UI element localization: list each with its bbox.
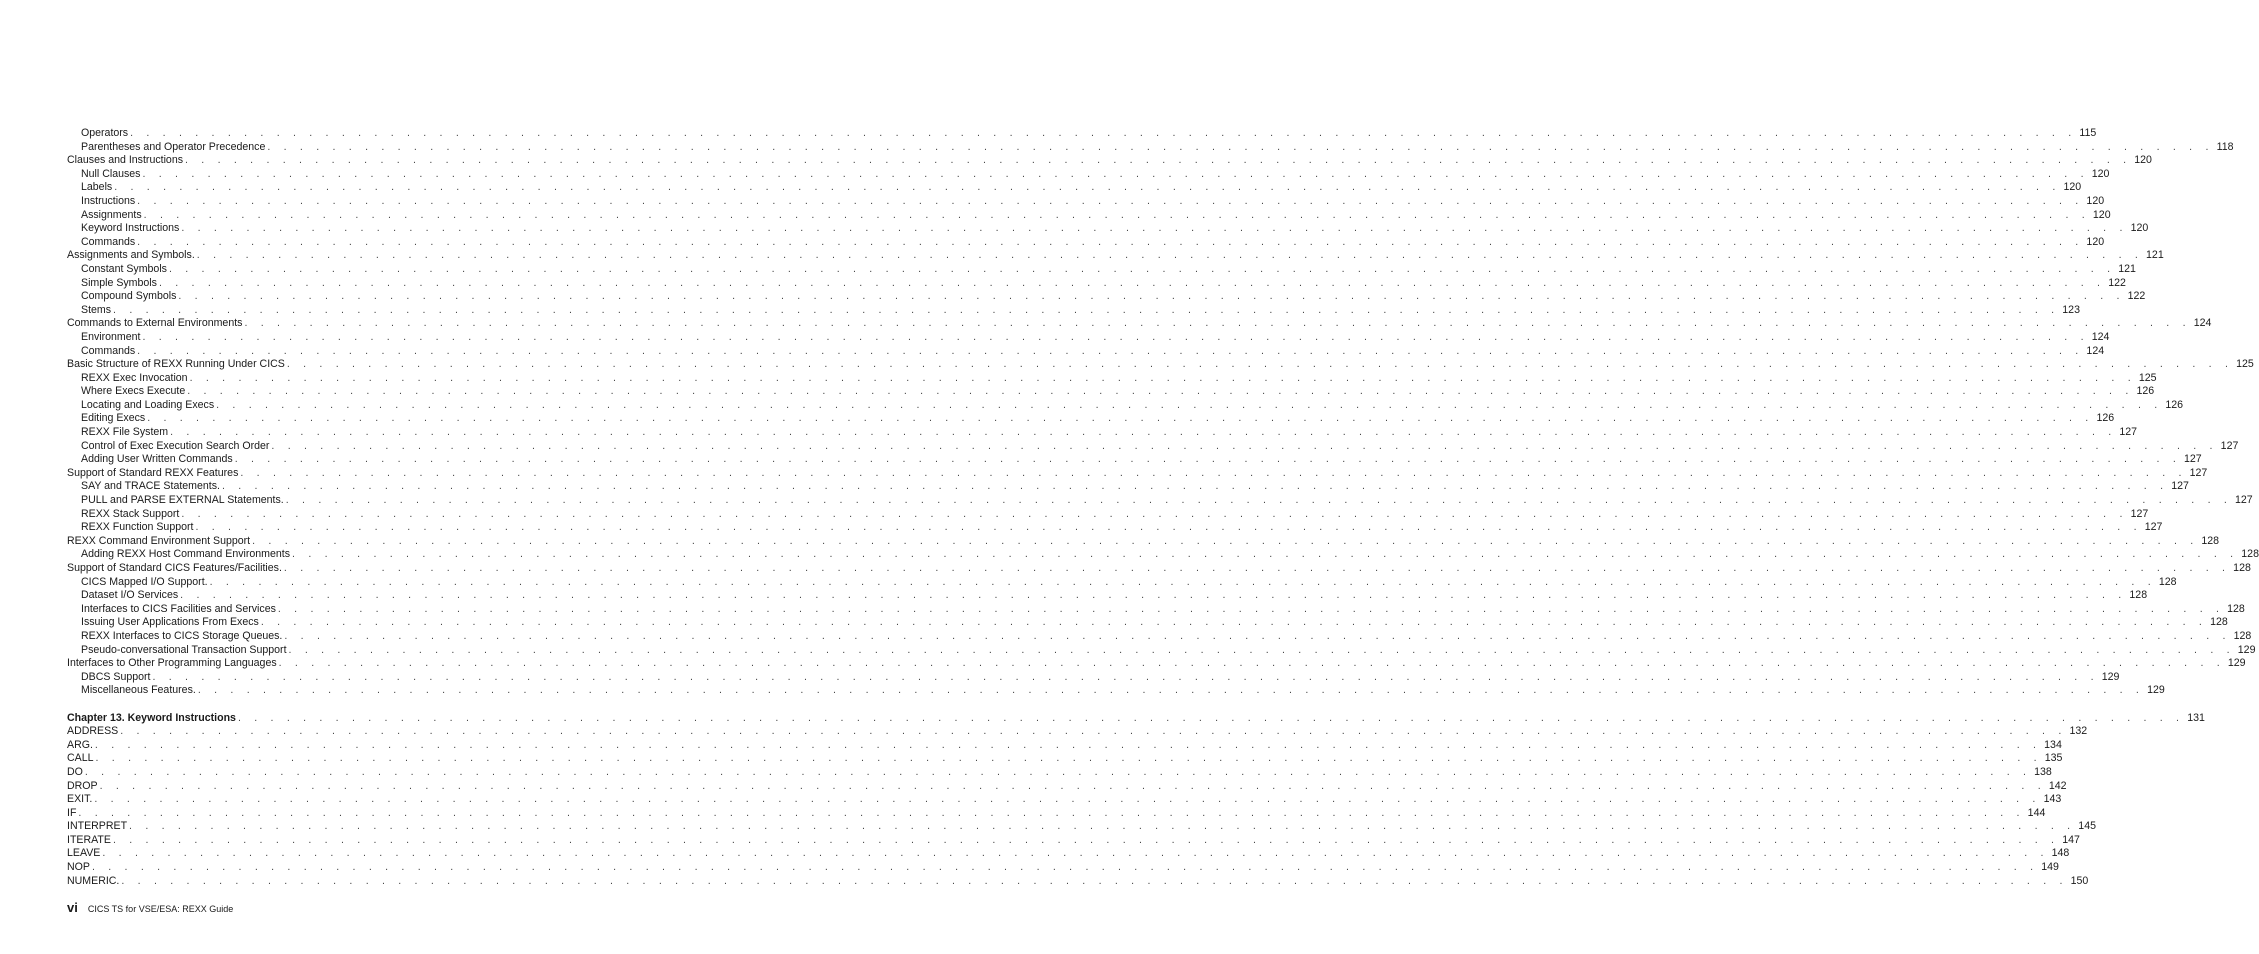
toc-entry-title: SAY and TRACE Statements.	[81, 480, 220, 493]
toc-entry	[67, 208, 2111, 223]
toc-entry	[67, 317, 2212, 331]
toc-entry-title: Dataset I/O Services	[81, 589, 179, 602]
toc-entry	[67, 344, 2105, 359]
toc-entry	[67, 874, 2089, 889]
toc-entry-page: 131	[2187, 711, 2205, 724]
toc-leader-dots: . . . . . . . . . . . . . . . . . . . . . . . . . . . . . . . . . . . . . . . . . . . . . . . . . . . . . . . . . . . . . . . . . . . . . . . . . . . . . . . . . . . . . . . . . . . . . . . . . . . . . . . . . . . . . . . . . . . . . . . .	[286, 358, 2234, 371]
toc-entry-page: 120	[2092, 208, 2111, 221]
toc-entry-title: Support of Standard REXX Features	[67, 466, 239, 479]
toc-entry-page: 127	[2220, 439, 2239, 452]
toc-leader-dots: . . . . . . . . . . . . . . . . . . . . . . . . . . . . . . . . . . . . . . . . . . . . . . . . . . . . . . . . . . . . . . . . . . . . . . . . . . . . . . . . . . . . . . . . . . . . . . . . . . . . . . . . . . . . . . . . . . . . . . . .	[147, 412, 2094, 425]
toc-entry-page: 127	[2119, 426, 2138, 439]
toc-entry	[67, 575, 2177, 590]
toc-leader-dots: . . . . . . . . . . . . . . . . . . . . . . . . . . . . . . . . . . . . . . . . . . . . . . . . . . . . . . . . . . . . . . . . . . . . . . . . . . . . . . . . . . . . . . . . . . . . . . . . . . . . . . . . . . . . . . . . . . . . . . . .	[284, 629, 2231, 642]
toc-entry-title: Control of Exec Execution Search Order	[81, 439, 270, 452]
toc-entry	[67, 330, 2110, 345]
toc-chapter-entry	[67, 711, 2205, 726]
toc-entry-title: Labels	[81, 181, 113, 194]
toc-entry-title: Keyword Instructions	[81, 222, 180, 235]
toc-leader-dots: . . . . . . . . . . . . . . . . . . . . . . . . . . . . . . . . . . . . . . . . . . . . . . . . . . . . . . . . . . . . . . . . . . . . . . . . . . . . . . . . . . . . . . . . . . . . . . . . . . . . . . . . . . . . . . . . . . . . . . . .	[277, 602, 2225, 615]
toc-leader-dots: . . . . . . . . . . . . . . . . . . . . . . . . . . . . . . . . . . . . . . . . . . . . . . . . . . . . . . . . . . . . . . . . . . . . . . . . . . . . . . . . . . . . . . . . . . . . . . . . . . . . . . . . . . . . . . . . . . . . . . . .	[197, 684, 2145, 697]
toc-leader-dots: . . . . . . . . . . . . . . . . . . . . . . . . . . . . . . . . . . . . . . . . . . . . . . . . . . . . . . . . . . . . . . . . . . . . . . . . . . . . . . . . . . . . . . . . . . . . . . . . . . . . . . . . . . . . . . . . . . . . . . . .	[114, 181, 2061, 194]
toc-entry-title: EXIT.	[67, 793, 93, 806]
page-footer	[67, 900, 233, 915]
toc-entry-page: 129	[2237, 643, 2256, 656]
toc-entry	[67, 602, 2245, 617]
toc-entry-title: Interfaces to CICS Facilities and Services	[81, 602, 276, 615]
toc-entry-page: 128	[2158, 575, 2177, 588]
toc-entry	[67, 833, 2080, 848]
toc-leader-dots: . . . . . . . . . . . . . . . . . . . . . . . . . . . . . . . . . . . . . . . . . . . . . . . . . . . . . . . . . . . . . . . . . . . . . . . . . . . . . . . . . . . . . . . . . . . . . . . . . . . . . . . . . . . . . . . . . . . . . . . .	[278, 657, 2225, 670]
toc-entry-page: 120	[2063, 181, 2082, 194]
toc-entry-title: IF	[67, 806, 77, 819]
toc-entry-title: Where Execs Execute	[81, 385, 186, 398]
toc-entry-page: 134	[2044, 738, 2062, 751]
toc-entry-title: DBCS Support	[81, 670, 151, 683]
toc-entry	[67, 426, 2138, 440]
toc-entry-page: 128	[2233, 562, 2251, 574]
toc-leader-dots: . . . . . . . . . . . . . . . . . . . . . . . . . . . . . . . . . . . . . . . . . . . . . . . . . . . . . . . . . . . . . . . . . . . . . . . . . . . . . . . . . . . . . . . . . . . . . . . . . . . . . . . . . . . . . . . . . . . . . . . .	[112, 833, 2060, 846]
toc-entry-title: PULL and PARSE EXTERNAL Statements.	[81, 494, 284, 507]
toc-entry	[67, 725, 2088, 739]
toc-leader-dots: . . . . . . . . . . . . . . . . . . . . . . . . . . . . . . . . . . . . . . . . . . . . . . . . . . . . . . . . . . . . . . . . . . . . . . . . . . . . . . . . . . . . . . . . . . . . . . . . . . . . . . . . . . . . . . . . . . . . . . . .	[237, 711, 2185, 724]
toc-entry-page: 128	[2241, 548, 2259, 561]
toc-leader-dots: . . . . . . . . . . . . . . . . . . . . . . . . . . . . . . . . . . . . . . . . . . . . . . . . . . . . . . . . . . . . . . . . . . . . . . . . . . . . . . . . . . . . . . . . . . . . . . . . . . . . . . . . . . . . . . . . . . . . . . . .	[170, 426, 2117, 439]
toc-entry-page: 150	[2070, 874, 2089, 887]
footer-book-title: CICS TS for VSE/ESA: REXX Guide	[87, 904, 234, 914]
toc-entry-page: 127	[2235, 494, 2253, 507]
toc-entry-page: 115	[2079, 127, 2097, 139]
toc-entry-page: 128	[2227, 602, 2245, 615]
toc-entry	[67, 657, 2246, 671]
toc-entry-title: Interfaces to Other Programming Languages	[67, 657, 277, 670]
toc-leader-dots: . . . . . . . . . . . . . . . . . . . . . . . . . . . . . . . . . . . . . . . . . . . . . . . . . . . . . . . . . . . . . . . . . . . . . . . . . . . . . . . . . . . . . . . . . . . . . . . . . . . . . . . . . . . . . . . . . . . . . . . .	[240, 466, 2187, 479]
toc-entry-title: ARG.	[67, 738, 93, 751]
toc-entry	[67, 398, 2184, 413]
toc-leader-dots: . . . . . . . . . . . . . . . . . . . . . . . . . . . . . . . . . . . . . . . . . . . . . . . . . . . . . . . . . . . . . . . . . . . . . . . . . . . . . . . . . . . . . . . . . . . . . . . . . . . . . . . . . . . . . . . . . . . . . . . .	[137, 194, 2084, 207]
toc-leader-dots: . . . . . . . . . . . . . . . . . . . . . . . . . . . . . . . . . . . . . . . . . . . . . . . . . . . . . . . . . . . . . . . . . . . . . . . . . . . . . . . . . . . . . . . . . . . . . . . . . . . . . . . . . . . . . . . . . . . . . . . .	[189, 371, 2136, 384]
toc-entry	[67, 643, 2256, 658]
toc-entry-title: Assignments and Symbols.	[67, 249, 195, 262]
toc-entry	[67, 453, 2202, 467]
toc-leader-dots: . . . . . . . . . . . . . . . . . . . . . . . . . . . . . . . . . . . . . . . . . . . . . . . . . . . . . . . . . . . . . . . . . . . . . . . . . . . . . . . . . . . . . . . . . . . . . . . . . . . . . . . . . . . . . . . . . . . . . . . .	[95, 752, 2042, 765]
toc-entry-title: REXX File System	[81, 426, 169, 439]
toc-entry-page: 120	[2086, 194, 2105, 207]
toc-entry-page: 120	[2091, 167, 2110, 180]
toc-entry-title: ADDRESS	[67, 725, 119, 738]
toc-entry-page: 128	[2129, 589, 2148, 602]
toc-entry	[67, 847, 2070, 861]
toc-entry-page: 135	[2044, 752, 2063, 765]
toc-entry-page: 118	[2216, 140, 2234, 153]
toc-entry-page: 127	[2144, 521, 2163, 534]
toc-entry-page: 121	[2146, 249, 2164, 262]
toc-entry	[67, 466, 2208, 481]
toc-entry-page: 128	[2210, 616, 2228, 629]
toc-entry-page: 127	[2130, 507, 2149, 520]
toc-entry-page: 142	[2048, 779, 2067, 792]
toc-leader-dots: . . . . . . . . . . . . . . . . . . . . . . . . . . . . . . . . . . . . . . . . . . . . . . . . . . . . . . . . . . . . . . . . . . . . . . . . . . . . . . . . . . . . . . . . . . . . . . . . . . . . . . . . . . . . . . . . . . . . . . . .	[168, 262, 2116, 275]
toc-entry	[67, 181, 2082, 195]
toc-entry-title: Simple Symbols	[81, 276, 157, 289]
toc-leader-dots: . . . . . . . . . . . . . . . . . . . . . . . . . . . . . . . . . . . . . . . . . . . . . . . . . . . . . . . . . . . . . . . . . . . . . . . . . . . . . . . . . . . . . . . . . . . . . . . . . . . . . . . . . . . . . . . . . . . . . . . .	[178, 290, 2125, 303]
toc-leader-dots: . . . . . . . . . . . . . . . . . . . . . . . . . . . . . . . . . . . . . . . . . . . . . . . . . . . . . . . . . . . . . . . . . . . . . . . . . . . . . . . . . . . . . . . . . . . . . . . . . . . . . . . . . . . . . . . . . . . . . . . .	[234, 453, 2181, 466]
toc-leader-dots: . . . . . . . . . . . . . . . . . . . . . . . . . . . . . . . . . . . . . . . . . . . . . . . . . . . . . . . . . . . . . . . . . . . . . . . . . . . . . . . . . . . . . . . . . . . . . . . . . . . . . . . . . . . . . . . . . . . . . . . .	[209, 575, 2156, 588]
toc-entry-title: CICS Mapped I/O Support.	[81, 575, 208, 588]
toc-entry-page: 147	[2062, 833, 2080, 846]
toc-leader-dots: . . . . . . . . . . . . . . . . . . . . . . . . . . . . . . . . . . . . . . . . . . . . . . . . . . . . . . . . . . . . . . . . . . . . . . . . . . . . . . . . . . . . . . . . . . . . . . . . . . . . . . . . . . . . . . . . . . . . . . . .	[130, 127, 2077, 139]
toc-entry-title: Editing Execs	[81, 412, 146, 425]
toc-entry-page: 148	[2051, 847, 2070, 860]
table-of-contents	[67, 127, 2259, 888]
toc-entry	[67, 439, 2239, 454]
toc-entry	[67, 358, 2254, 372]
toc-leader-dots: . . . . . . . . . . . . . . . . . . . . . . . . . . . . . . . . . . . . . . . . . . . . . . . . . . . . . . . . . . . . . . . . . . . . . . . . . . . . . . . . . . . . . . . . . . . . . . . . . . . . . . . . . . . . . . . . . . . . . . . .	[216, 398, 2163, 411]
toc-leader-dots: . . . . . . . . . . . . . . . . . . . . . . . . . . . . . . . . . . . . . . . . . . . . . . . . . . . . . . . . . . . . . . . . . . . . . . . . . . . . . . . . . . . . . . . . . . . . . . . . . . . . . . . . . . . . . . . . . . . . . . . .	[91, 861, 2039, 874]
toc-entry-page: 124	[2193, 317, 2212, 330]
toc-leader-dots: . . . . . . . . . . . . . . . . . . . . . . . . . . . . . . . . . . . . . . . . . . . . . . . . . . . . . . . . . . . . . . . . . . . . . . . . . . . . . . . . . . . . . . . . . . . . . . . . . . . . . . . . . . . . . . . . . . . . . . . .	[78, 806, 2025, 819]
toc-entry-title: DROP	[67, 779, 98, 792]
toc-entry-page: 124	[2086, 344, 2105, 357]
toc-entry-title: Commands	[81, 344, 136, 357]
toc-entry-title: INTERPRET	[67, 820, 128, 833]
toc-entry	[67, 752, 2063, 766]
toc-leader-dots: . . . . . . . . . . . . . . . . . . . . . . . . . . . . . . . . . . . . . . . . . . . . . . . . . . . . . . . . . . . . . . . . . . . . . . . . . . . . . . . . . . . . . . . . . . . . . . . . . . . . . . . . . . . . . . . . . . . . . . . .	[143, 208, 2090, 221]
toc-leader-dots: . . . . . . . . . . . . . . . . . . . . . . . . . . . . . . . . . . . . . . . . . . . . . . . . . . . . . . . . . . . . . . . . . . . . . . . . . . . . . . . . . . . . . . . . . . . . . . . . . . . . . . . . . . . . . . . . . . . . . . . .	[187, 385, 2134, 398]
toc-entry-page: 128	[2233, 629, 2252, 642]
toc-entry	[67, 521, 2163, 535]
toc-entry	[67, 235, 2105, 250]
toc-entry-page: 145	[2078, 820, 2096, 833]
toc-leader-dots: . . . . . . . . . . . . . . . . . . . . . . . . . . . . . . . . . . . . . . . . . . . . . . . . . . . . . . . . . . . . . . . . . . . . . . . . . . . . . . . . . . . . . . . . . . . . . . . . . . . . . . . . . . . . . . . . . . . . . . . .	[142, 167, 2089, 180]
toc-entry-title: Chapter 13. Keyword Instructions	[67, 711, 236, 724]
toc-entry-title: Clauses and Instructions	[67, 154, 184, 167]
toc-entry	[67, 629, 2252, 644]
toc-entry-title: Pseudo-conversational Transaction Support	[81, 643, 287, 656]
toc-leader-dots: . . . . . . . . . . . . . . . . . . . . . . . . . . . . . . . . . . . . . . . . . . . . . . . . . . . . . . . . . . . . . . . . . . . . . . . . . . . . . . . . . . . . . . . . . . . . . . . . . . . . . . . . . . . . . . . . . . . . . . . .	[142, 330, 2089, 343]
toc-entry-page: 124	[2091, 330, 2110, 343]
toc-entry-title: REXX Function Support	[81, 521, 194, 534]
toc-entry-page: 129	[2147, 684, 2165, 697]
toc-entry-page: 149	[2041, 861, 2059, 874]
toc-entry-title: Null Clauses	[81, 167, 141, 180]
toc-entry	[67, 262, 2136, 277]
toc-entry-page: 129	[2101, 670, 2120, 683]
toc-entry-title: Issuing User Applications From Execs	[81, 616, 259, 629]
toc-entry-title: Adding REXX Host Command Environments	[81, 548, 291, 561]
toc-entry	[67, 562, 2251, 576]
toc-leader-dots: . . . . . . . . . . . . . . . . . . . . . . . . . . . . . . . . . . . . . . . . . . . . . . . . . . . . . . . . . . . . . . . . . . . . . . . . . . . . . . . . . . . . . . . . . . . . . . . . . . . . . . . . . . . . . . . . . . . . . . . .	[181, 222, 2128, 235]
toc-entry-title: Constant Symbols	[81, 262, 167, 275]
toc-entry-title: CALL	[67, 752, 94, 765]
toc-entry-title: Assignments	[81, 208, 142, 221]
toc-leader-dots: . . . . . . . . . . . . . . . . . . . . . . . . . . . . . . . . . . . . . . . . . . . . . . . . . . . . . . . . . . . . . . . . . . . . . . . . . . . . . . . . . . . . . . . . . . . . . . . . . . . . . . . . . . . . . . . . . . . . . . . .	[271, 439, 2218, 452]
toc-entry	[67, 276, 2126, 291]
toc-leader-dots: . . . . . . . . . . . . . . . . . . . . . . . . . . . . . . . . . . . . . . . . . . . . . . . . . . . . . . . . . . . . . . . . . . . . . . . . . . . . . . . . . . . . . . . . . . . . . . . . . . . . . . . . . . . . . . . . . . . . . . . .	[121, 874, 2068, 887]
toc-entry-title: Adding User Written Commands	[81, 453, 233, 466]
toc-leader-dots: . . . . . . . . . . . . . . . . . . . . . . . . . . . . . . . . . . . . . . . . . . . . . . . . . . . . . . . . . . . . . . . . . . . . . . . . . . . . . . . . . . . . . . . . . . . . . . . . . . . . . . . . . . . . . . . . . . . . . . . .	[113, 303, 2060, 316]
toc-entry	[67, 127, 2097, 141]
toc-entry-page: 128	[2201, 534, 2220, 547]
toc-entry	[67, 670, 2120, 685]
toc-entry	[67, 412, 2115, 426]
toc-entry-page: 127	[2171, 480, 2189, 493]
toc-leader-dots: . . . . . . . . . . . . . . . . . . . . . . . . . . . . . . . . . . . . . . . . . . . . . . . . . . . . . . . . . . . . . . . . . . . . . . . . . . . . . . . . . . . . . . . . . . . . . . . . . . . . . . . . . . . . . . . . . . . . . . . .	[288, 643, 2235, 656]
toc-entry-page: 144	[2027, 806, 2046, 819]
toc-entry	[67, 548, 2259, 562]
toc-entry-title: Support of Standard CICS Features/Facilities.	[67, 562, 282, 574]
toc-entry	[67, 589, 2148, 603]
toc-entry-title: Compound Symbols	[81, 290, 177, 303]
toc-leader-dots: . . . . . . . . . . . . . . . . . . . . . . . . . . . . . . . . . . . . . . . . . . . . . . . . . . . . . . . . . . . . . . . . . . . . . . . . . . . . . . . . . . . . . . . . . . . . . . . . . . . . . . . . . . . . . . . . . . . . . . . .	[137, 235, 2084, 248]
toc-entry	[67, 806, 2046, 821]
toc-entry	[67, 303, 2080, 318]
toc-entry-page: 120	[2130, 222, 2149, 235]
toc-entry-page: 143	[2043, 793, 2062, 806]
footer-page-number: vi	[67, 900, 78, 915]
toc-leader-dots: . . . . . . . . . . . . . . . . . . . . . . . . . . . . . . . . . . . . . . . . . . . . . . . . . . . . . . . . . . . . . . . . . . . . . . . . . . . . . . . . . . . . . . . . . . . . . . . . . . . . . . . . . . . . . . . . . . . . . . . .	[292, 548, 2239, 561]
toc-leader-dots: . . . . . . . . . . . . . . . . . . . . . . . . . . . . . . . . . . . . . . . . . . . . . . . . . . . . . . . . . . . . . . . . . . . . . . . . . . . . . . . . . . . . . . . . . . . . . . . . . . . . . . . . . . . . . . . . . . . . . . . .	[195, 521, 2142, 534]
toc-entry-page: 127	[2183, 453, 2202, 466]
toc-entry-page: 126	[2165, 398, 2184, 411]
toc-entry-title: REXX Interfaces to CICS Storage Queues.	[81, 629, 283, 642]
toc-entry-page: 126	[2136, 385, 2155, 398]
toc-entry-title: Commands to External Environments	[67, 317, 243, 330]
toc-entry	[67, 861, 2059, 875]
toc-entry-title: Instructions	[81, 194, 136, 207]
toc-entry-page: 127	[2189, 466, 2208, 479]
toc-leader-dots: . . . . . . . . . . . . . . . . . . . . . . . . . . . . . . . . . . . . . . . . . . . . . . . . . . . . . . . . . . . . . . . . . . . . . . . . . . . . . . . . . . . . . . . . . . . . . . . . . . . . . . . . . . . . . . . . . . . . . . . .	[180, 589, 2127, 602]
toc-leader-dots: . . . . . . . . . . . . . . . . . . . . . . . . . . . . . . . . . . . . . . . . . . . . . . . . . . . . . . . . . . . . . . . . . . . . . . . . . . . . . . . . . . . . . . . . . . . . . . . . . . . . . . . . . . . . . . . . . . . . . . . .	[244, 317, 2191, 330]
toc-entry-page: 120	[2086, 235, 2105, 248]
toc-leader-dots: . . . . . . . . . . . . . . . . . . . . . . . . . . . . . . . . . . . . . . . . . . . . . . . . . . . . . . . . . . . . . . . . . . . . . . . . . . . . . . . . . . . . . . . . . . . . . . . . . . . . . . . . . . . . . . . . . . . . . . . .	[196, 249, 2144, 262]
toc-entry	[67, 194, 2105, 209]
toc-entry	[67, 167, 2110, 182]
toc-leader-dots: . . . . . . . . . . . . . . . . . . . . . . . . . . . . . . . . . . . . . . . . . . . . . . . . . . . . . . . . . . . . . . . . . . . . . . . . . . . . . . . . . . . . . . . . . . . . . . . . . . . . . . . . . . . . . . . . . . . . . . . .	[129, 820, 2076, 833]
toc-entry-title: REXX Exec Invocation	[81, 371, 188, 384]
toc-entry-page: 129	[2227, 657, 2246, 670]
toc-entry-title: Miscellaneous Features.	[81, 684, 196, 697]
toc-entry	[67, 765, 2052, 780]
toc-entry	[67, 249, 2164, 263]
toc-entry-page: 125	[2236, 358, 2254, 371]
toc-entry	[67, 140, 2234, 155]
toc-entry	[67, 820, 2096, 834]
toc-entry-title: REXX Stack Support	[81, 507, 180, 520]
toc-entry	[67, 494, 2253, 508]
toc-entry-title: Environment	[81, 330, 141, 343]
toc-entry	[67, 154, 2152, 168]
toc-entry-title: ITERATE	[67, 833, 111, 846]
toc-leader-dots: . . . . . . . . . . . . . . . . . . . . . . . . . . . . . . . . . . . . . . . . . . . . . . . . . . . . . . . . . . . . . . . . . . . . . . . . . . . . . . . . . . . . . . . . . . . . . . . . . . . . . . . . . . . . . . . . . . . . . . . .	[285, 494, 2232, 507]
toc-entry-page: 122	[2127, 290, 2146, 303]
toc-entry-page: 125	[2138, 371, 2157, 384]
toc-leader-dots: . . . . . . . . . . . . . . . . . . . . . . . . . . . . . . . . . . . . . . . . . . . . . . . . . . . . . . . . . . . . . . . . . . . . . . . . . . . . . . . . . . . . . . . . . . . . . . . . . . . . . . . . . . . . . . . . . . . . . . . .	[260, 616, 2208, 629]
toc-entry	[67, 534, 2220, 549]
toc-entry	[67, 779, 2067, 794]
toc-leader-dots: . . . . . . . . . . . . . . . . . . . . . . . . . . . . . . . . . . . . . . . . . . . . . . . . . . . . . . . . . . . . . . . . . . . . . . . . . . . . . . . . . . . . . . . . . . . . . . . . . . . . . . . . . . . . . . . . . . . . . . . .	[94, 738, 2042, 751]
toc-leader-dots: . . . . . . . . . . . . . . . . . . . . . . . . . . . . . . . . . . . . . . . . . . . . . . . . . . . . . . . . . . . . . . . . . . . . . . . . . . . . . . . . . . . . . . . . . . . . . . . . . . . . . . . . . . . . . . . . . . . . . . . .	[181, 507, 2128, 520]
toc-entry-page: 121	[2118, 262, 2136, 275]
toc-leader-dots: . . . . . . . . . . . . . . . . . . . . . . . . . . . . . . . . . . . . . . . . . . . . . . . . . . . . . . . . . . . . . . . . . . . . . . . . . . . . . . . . . . . . . . . . . . . . . . . . . . . . . . . . . . . . . . . . . . . . . . . .	[120, 725, 2067, 738]
toc-leader-dots: . . . . . . . . . . . . . . . . . . . . . . . . . . . . . . . . . . . . . . . . . . . . . . . . . . . . . . . . . . . . . . . . . . . . . . . . . . . . . . . . . . . . . . . . . . . . . . . . . . . . . . . . . . . . . . . . . . . . . . . .	[99, 779, 2046, 792]
toc-entry-title: NUMERIC.	[67, 874, 120, 887]
toc-leader-dots: . . . . . . . . . . . . . . . . . . . . . . . . . . . . . . . . . . . . . . . . . . . . . . . . . . . . . . . . . . . . . . . . . . . . . . . . . . . . . . . . . . . . . . . . . . . . . . . . . . . . . . . . . . . . . . . . . . . . . . . .	[102, 847, 2049, 860]
toc-leader-dots: . . . . . . . . . . . . . . . . . . . . . . . . . . . . . . . . . . . . . . . . . . . . . . . . . . . . . . . . . . . . . . . . . . . . . . . . . . . . . . . . . . . . . . . . . . . . . . . . . . . . . . . . . . . . . . . . . . . . . . . .	[252, 534, 2199, 547]
toc-entry	[67, 222, 2149, 236]
toc-leader-dots: . . . . . . . . . . . . . . . . . . . . . . . . . . . . . . . . . . . . . . . . . . . . . . . . . . . . . . . . . . . . . . . . . . . . . . . . . . . . . . . . . . . . . . . . . . . . . . . . . . . . . . . . . . . . . . . . . . . . . . . .	[94, 793, 2041, 806]
toc-entry-page: 126	[2096, 412, 2115, 425]
toc-leader-dots: . . . . . . . . . . . . . . . . . . . . . . . . . . . . . . . . . . . . . . . . . . . . . . . . . . . . . . . . . . . . . . . . . . . . . . . . . . . . . . . . . . . . . . . . . . . . . . . . . . . . . . . . . . . . . . . . . . . . . . . .	[221, 480, 2169, 493]
toc-leader-dots: . . . . . . . . . . . . . . . . . . . . . . . . . . . . . . . . . . . . . . . . . . . . . . . . . . . . . . . . . . . . . . . . . . . . . . . . . . . . . . . . . . . . . . . . . . . . . . . . . . . . . . . . . . . . . . . . . . . . . . . .	[185, 154, 2132, 167]
toc-entry-page: 120	[2134, 154, 2152, 167]
toc-entry-page: 122	[2108, 276, 2126, 289]
toc-entry-title: NOP	[67, 861, 90, 874]
toc-entry-title: REXX Command Environment Support	[67, 534, 251, 547]
toc-leader-dots: . . . . . . . . . . . . . . . . . . . . . . . . . . . . . . . . . . . . . . . . . . . . . . . . . . . . . . . . . . . . . . . . . . . . . . . . . . . . . . . . . . . . . . . . . . . . . . . . . . . . . . . . . . . . . . . . . . . . . . . .	[152, 670, 2099, 683]
toc-entry	[67, 616, 2228, 630]
toc-entry	[67, 793, 2062, 807]
toc-entry	[67, 738, 2062, 753]
toc-entry-title: Basic Structure of REXX Running Under CICS	[67, 358, 285, 371]
toc-spacer	[67, 698, 611, 712]
toc-entry-page: 138	[2034, 765, 2052, 778]
toc-entry-page: 123	[2062, 303, 2080, 316]
toc-leader-dots: . . . . . . . . . . . . . . . . . . . . . . . . . . . . . . . . . . . . . . . . . . . . . . . . . . . . . . . . . . . . . . . . . . . . . . . . . . . . . . . . . . . . . . . . . . . . . . . . . . . . . . . . . . . . . . . . . . . . . . . .	[84, 765, 2032, 778]
toc-entry	[67, 480, 2189, 494]
toc-entry-page: 132	[2069, 725, 2088, 738]
toc-entry-title: Operators	[81, 127, 129, 139]
toc-entry-title: LEAVE	[67, 847, 101, 860]
toc-entry-title: Stems	[81, 303, 112, 316]
toc-leader-dots: . . . . . . . . . . . . . . . . . . . . . . . . . . . . . . . . . . . . . . . . . . . . . . . . . . . . . . . . . . . . . . . . . . . . . . . . . . . . . . . . . . . . . . . . . . . . . . . . . . . . . . . . . . . . . . . . . . . . . . . .	[158, 276, 2106, 289]
toc-entry	[67, 371, 2157, 386]
toc-entry	[67, 507, 2149, 522]
toc-entry-title: Commands	[81, 235, 136, 248]
toc-leader-dots: . . . . . . . . . . . . . . . . . . . . . . . . . . . . . . . . . . . . . . . . . . . . . . . . . . . . . . . . . . . . . . . . . . . . . . . . . . . . . . . . . . . . . . . . . . . . . . . . . . . . . . . . . . . . . . . . . . . . . . . .	[137, 344, 2084, 357]
toc-entry-title: Parentheses and Operator Precedence	[81, 140, 266, 153]
toc-leader-dots: . . . . . . . . . . . . . . . . . . . . . . . . . . . . . . . . . . . . . . . . . . . . . . . . . . . . . . . . . . . . . . . . . . . . . . . . . . . . . . . . . . . . . . . . . . . . . . . . . . . . . . . . . . . . . . . . . . . . . . . .	[267, 140, 2214, 153]
toc-leader-dots: . . . . . . . . . . . . . . . . . . . . . . . . . . . . . . . . . . . . . . . . . . . . . . . . . . . . . . . . . . . . . . . . . . . . . . . . . . . . . . . . . . . . . . . . . . . . . . . . . . . . . . . . . . . . . . . . . . . . . . . .	[283, 562, 2231, 574]
toc-entry	[67, 290, 2146, 304]
toc-entry-title: DO	[67, 765, 83, 778]
toc-entry	[67, 684, 2165, 698]
toc-entry-title: Locating and Loading Execs	[81, 398, 215, 411]
toc-entry	[67, 385, 2155, 399]
